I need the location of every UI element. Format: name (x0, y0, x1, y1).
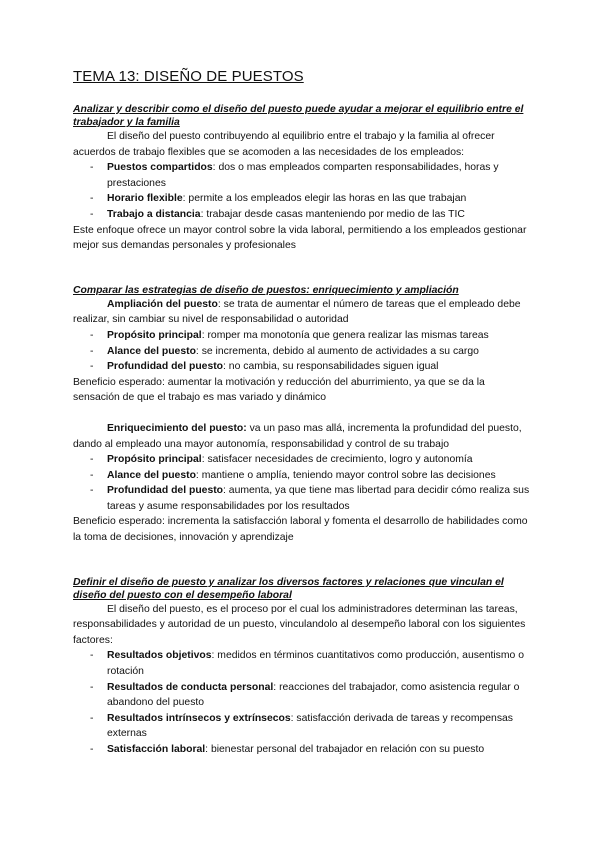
bullet-list (73, 452, 533, 514)
bullet-list (73, 160, 533, 222)
bullet-list (73, 648, 533, 757)
ampliacion-benefit: Beneficio esperado: aumentar la motivación y reducción del aburrimiento, ya que se da la sensación de que el trabajo es mas variado y dinámico (73, 376, 485, 404)
list-item: - Profundidad del puesto: no cambia, su responsabilidades siguen igual (90, 361, 439, 373)
list-item: - Horario flexible: permite a los empleados elegir las horas en las que trabajan (90, 193, 467, 205)
list-item: - Resultados intrínsecos y extrínsecos: satisfacción derivada de tareas y recompensas externas (90, 712, 513, 740)
section-outro: Este enfoque ofrece un mayor control sobre la vida laboral, permitiendo a los empleados gestionar mejor sus demandas personales y profesionales (73, 224, 527, 252)
section-heading: Analizar y describir como el diseño del puesto puede ayudar a mejorar el equilibrio entre el trabajador y la familia (73, 104, 524, 128)
section-work-family-balance (73, 103, 533, 254)
list-item: - Resultados objetivos: medidos en términos cuantitativos como producción, ausentismo o rotación (90, 650, 524, 678)
list-item: - Resultados de conducta personal: reacciones del trabajador, como asistencia regular o abandono del puesto (90, 681, 520, 709)
list-item: - Satisfacción laboral: bienestar personal del trabajador en relación con su puesto (90, 744, 485, 755)
list-item: - Propósito principal: satisfacer necesidades de crecimiento, logro y autonomía (90, 454, 473, 466)
page-title: TEMA 13: DISEÑO DE PUESTOS (73, 68, 304, 85)
enriquecimiento-paragraph: Enriquecimiento del puesto: va un paso mas allá, incrementa la profundidad del puesto, dando al empleado una mayor autonomía, responsabilidad y control de su trabajo (73, 422, 522, 450)
list-item: - Alance del puesto: mantiene o amplía, teniendo mayor control sobre las decisiones (90, 469, 496, 481)
list-item: - Puestos compartidos: dos o mas empleados comparten responsabilidades, horas y prestaciones (90, 162, 499, 189)
list-item: - Trabajo a distancia: trabajar desde casas manteniendo por medio de las TIC (90, 208, 465, 220)
ampliacion-paragraph: Ampliación del puesto: se trata de aumentar el número de tareas que el empleado debe realizar, sin cambiar su nivel de responsabilidad o autoridad (73, 298, 521, 326)
list-item: - Profundidad del puesto: aumenta, ya que tiene mas libertad para decidir cómo realiza sus tareas y asume responsabilidades por los resultados (90, 485, 530, 512)
section-intro: El diseño del puesto, es el proceso por el cual los administradores determinan las tareas, responsabilidades y autoridad de un puesto, vinculandolo al desempeño laboral con los siguientes factores: (73, 603, 526, 646)
section-job-design-performance (73, 576, 533, 758)
enriquecimiento-benefit: Beneficio esperado: incrementa la satisfacción laboral y fomenta el desarrollo de habilidades como la toma de decisiones, innovación y aprendizaje (73, 516, 528, 544)
section-heading: Comparar las estrategias de diseño de puestos: enriquecimiento y ampliación (73, 284, 459, 296)
list-item: - Propósito principal: romper ma monotonía que genera realizar las mismas tareas (90, 329, 489, 341)
section-intro: El diseño del puesto contribuyendo al equilibrio entre el trabajo y la familia al ofrecer acuerdos de trabajo flexibles que se acomoden a las necesidades de los empleados: (73, 131, 495, 158)
list-item: - Alance del puesto: se incrementa, debido al aumento de actividades a su cargo (90, 345, 479, 357)
section-strategies (73, 284, 533, 546)
section-heading: Definir el diseño de puesto y analizar los diversos factores y relaciones que vinculan el diseño del puesto con el desempeño laboral (73, 576, 504, 601)
bullet-list (73, 328, 533, 375)
document-page (73, 68, 533, 758)
